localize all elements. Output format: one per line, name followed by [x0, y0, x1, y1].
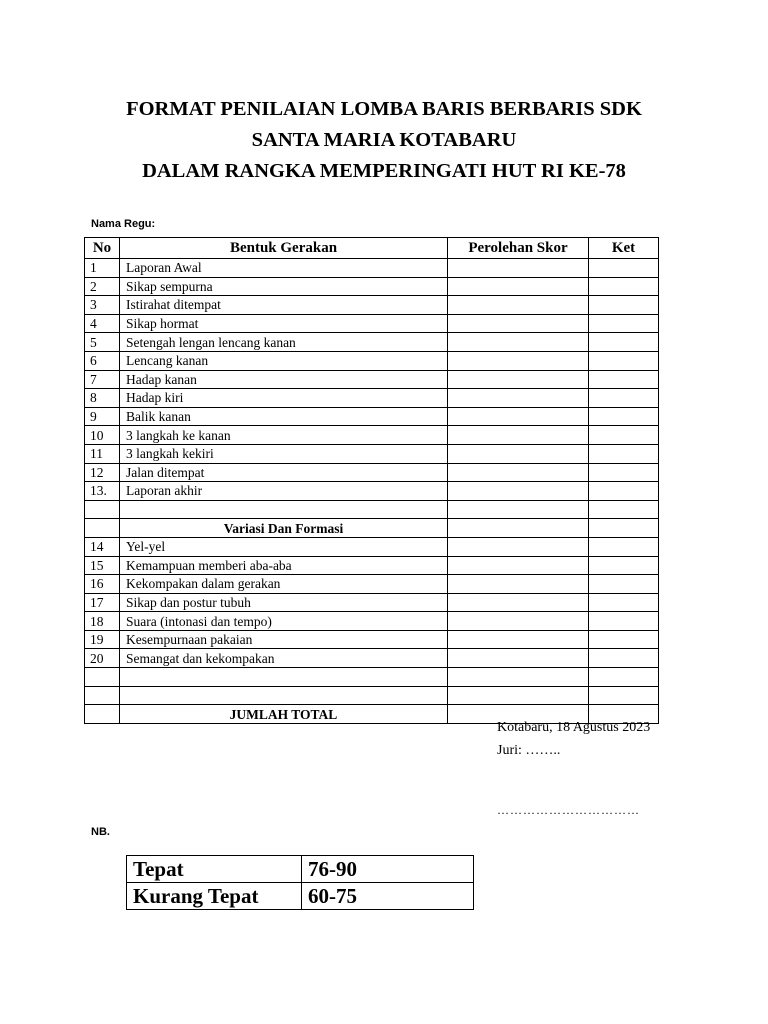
- row-gerakan: Sikap sempurna: [120, 277, 448, 296]
- row-gerakan: Suara (intonasi dan tempo): [120, 612, 448, 631]
- row-skor: [448, 259, 589, 278]
- row-skor: [448, 407, 589, 426]
- section-title: Variasi Dan Formasi: [120, 519, 448, 538]
- row-skor: [448, 482, 589, 501]
- table-row: [85, 259, 659, 278]
- row-gerakan: Hadap kiri: [120, 389, 448, 408]
- row-gerakan: Kekompakan dalam gerakan: [120, 575, 448, 594]
- row-gerakan: Sikap dan postur tubuh: [120, 593, 448, 612]
- row-ket: [589, 630, 659, 649]
- row-gerakan: Balik kanan: [120, 407, 448, 426]
- signature-line: ……………………………: [497, 803, 640, 817]
- row-no: 20: [85, 649, 120, 668]
- table-row: [85, 612, 659, 631]
- row-gerakan: Setengah lengan lencang kanan: [120, 333, 448, 352]
- row-skor: [448, 370, 589, 389]
- row-ket: [589, 482, 659, 501]
- table-row: [85, 593, 659, 612]
- row-ket: [589, 407, 659, 426]
- row-gerakan: 3 langkah kekiri: [120, 444, 448, 463]
- row-ket: [589, 444, 659, 463]
- blank-cell: [589, 500, 659, 519]
- blank-cell: [448, 519, 589, 538]
- row-skor: [448, 351, 589, 370]
- juri-label: Juri: ……..: [497, 743, 561, 758]
- row-gerakan: 3 langkah ke kanan: [120, 426, 448, 445]
- row-no: 2: [85, 277, 120, 296]
- header-perolehan-skor: Perolehan Skor: [448, 238, 589, 259]
- row-skor: [448, 556, 589, 575]
- row-gerakan: Jalan ditempat: [120, 463, 448, 482]
- table-row: [85, 333, 659, 352]
- table-row: [85, 556, 659, 575]
- row-gerakan: Istirahat ditempat: [120, 296, 448, 315]
- place-date: Kotabaru, 18 Agustus 2023: [497, 720, 651, 735]
- row-no: 11: [85, 444, 120, 463]
- blank-row: [85, 686, 659, 705]
- header-no: No: [85, 238, 120, 259]
- row-gerakan: Sikap hormat: [120, 314, 448, 333]
- table-row: [85, 444, 659, 463]
- row-ket: [589, 593, 659, 612]
- row-no: 14: [85, 537, 120, 556]
- table-row: [85, 296, 659, 315]
- blank-cell: [120, 500, 448, 519]
- table-row: [85, 351, 659, 370]
- blank-cell: [448, 686, 589, 705]
- row-ket: [589, 296, 659, 315]
- row-no: 10: [85, 426, 120, 445]
- row-skor: [448, 296, 589, 315]
- row-skor: [448, 333, 589, 352]
- blank-row: [85, 668, 659, 687]
- row-no: 6: [85, 351, 120, 370]
- blank-cell: [85, 668, 120, 687]
- total-label: JUMLAH TOTAL: [120, 705, 448, 724]
- table-header-row: [85, 238, 659, 259]
- blank-cell: [448, 500, 589, 519]
- nb-label-cell: Tepat: [127, 856, 302, 883]
- nb-label-cell: Kurang Tepat: [127, 883, 302, 910]
- row-skor: [448, 389, 589, 408]
- row-no: 19: [85, 630, 120, 649]
- table-row: [85, 630, 659, 649]
- row-no: 5: [85, 333, 120, 352]
- row-skor: [448, 444, 589, 463]
- row-no: 15: [85, 556, 120, 575]
- section-title-row: [85, 519, 659, 538]
- blank-cell: [589, 519, 659, 538]
- row-no: 7: [85, 370, 120, 389]
- table-row: [85, 482, 659, 501]
- table-row: [85, 463, 659, 482]
- row-ket: [589, 575, 659, 594]
- nb-table: [126, 855, 474, 910]
- table-row: [85, 407, 659, 426]
- table-row: [85, 370, 659, 389]
- row-ket: [589, 333, 659, 352]
- row-gerakan: Lencang kanan: [120, 351, 448, 370]
- row-no: 16: [85, 575, 120, 594]
- row-skor: [448, 593, 589, 612]
- table-row: [85, 426, 659, 445]
- row-no: 12: [85, 463, 120, 482]
- blank-cell: [120, 686, 448, 705]
- row-gerakan: Laporan akhir: [120, 482, 448, 501]
- row-ket: [589, 649, 659, 668]
- row-gerakan: Yel-yel: [120, 537, 448, 556]
- row-gerakan: Kemampuan memberi aba-aba: [120, 556, 448, 575]
- row-skor: [448, 426, 589, 445]
- row-gerakan: Laporan Awal: [120, 259, 448, 278]
- row-no: 9: [85, 407, 120, 426]
- row-skor: [448, 537, 589, 556]
- row-ket: [589, 370, 659, 389]
- blank-cell: [85, 686, 120, 705]
- row-gerakan: Hadap kanan: [120, 370, 448, 389]
- table-row: [85, 389, 659, 408]
- row-ket: [589, 556, 659, 575]
- blank-cell: [589, 668, 659, 687]
- row-ket: [589, 259, 659, 278]
- row-skor: [448, 630, 589, 649]
- header-bentuk-gerakan: Bentuk Gerakan: [120, 238, 448, 259]
- row-skor: [448, 277, 589, 296]
- row-skor: [448, 612, 589, 631]
- row-ket: [589, 537, 659, 556]
- nb-row: [127, 883, 474, 910]
- table-row: [85, 277, 659, 296]
- blank-cell: [85, 705, 120, 724]
- table-row: [85, 649, 659, 668]
- row-ket: [589, 351, 659, 370]
- blank-row: [85, 500, 659, 519]
- table-row: [85, 314, 659, 333]
- row-gerakan: Semangat dan kekompakan: [120, 649, 448, 668]
- row-ket: [589, 389, 659, 408]
- row-no: 13.: [85, 482, 120, 501]
- row-no: 18: [85, 612, 120, 631]
- row-no: 1: [85, 259, 120, 278]
- table-row: [85, 537, 659, 556]
- row-ket: [589, 314, 659, 333]
- blank-cell: [120, 668, 448, 687]
- row-ket: [589, 277, 659, 296]
- row-ket: [589, 426, 659, 445]
- document-title: [0, 94, 768, 187]
- nama-regu-label: Nama Regu:: [91, 218, 156, 230]
- row-ket: [589, 463, 659, 482]
- title-line-2: SANTA MARIA KOTABARU: [251, 129, 517, 151]
- blank-cell: [85, 500, 120, 519]
- row-no: 17: [85, 593, 120, 612]
- row-gerakan: Kesempurnaan pakaian: [120, 630, 448, 649]
- table-row: [85, 575, 659, 594]
- row-skor: [448, 463, 589, 482]
- nb-range-cell: 76-90: [302, 856, 474, 883]
- row-no: 4: [85, 314, 120, 333]
- scoring-table: [84, 237, 659, 724]
- nb-row: [127, 856, 474, 883]
- nb-range-cell: 60-75: [302, 883, 474, 910]
- blank-cell: [589, 686, 659, 705]
- row-no: 3: [85, 296, 120, 315]
- title-line-3: DALAM RANGKA MEMPERINGATI HUT RI KE-78: [142, 160, 626, 182]
- row-skor: [448, 314, 589, 333]
- row-skor: [448, 575, 589, 594]
- blank-cell: [448, 668, 589, 687]
- row-skor: [448, 649, 589, 668]
- blank-cell: [85, 519, 120, 538]
- nb-label: NB.: [91, 826, 110, 838]
- title-line-1: FORMAT PENILAIAN LOMBA BARIS BERBARIS SDK: [126, 98, 642, 120]
- row-no: 8: [85, 389, 120, 408]
- row-ket: [589, 612, 659, 631]
- header-ket: Ket: [589, 238, 659, 259]
